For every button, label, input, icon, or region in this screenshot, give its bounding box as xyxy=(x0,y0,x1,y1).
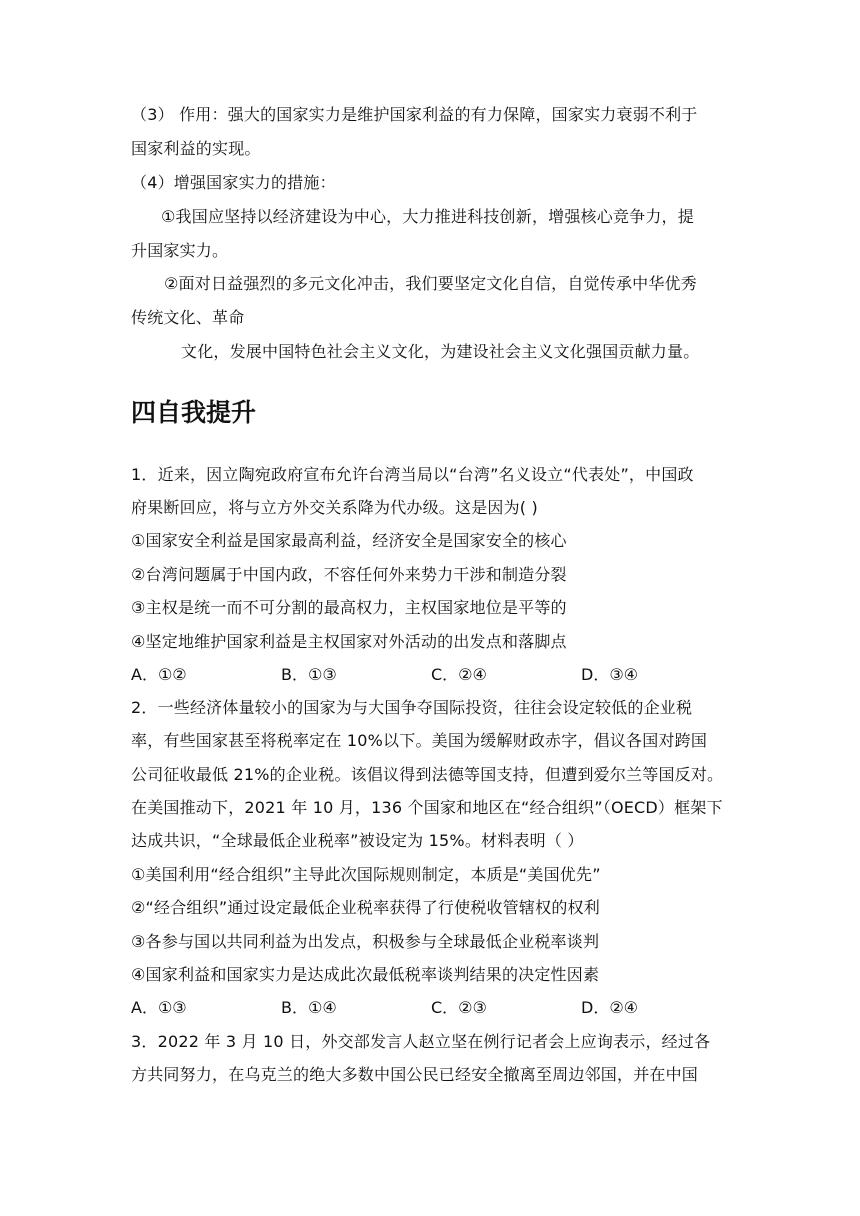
q1-statement-1: ①国家安全利益是国家最高利益，经济安全是国家安全的核心 xyxy=(131,531,567,550)
q2-stem-line-4: 在美国推动下，2021 年 10 月，136 个国家和地区在“经合组织”（OECD）框架下 xyxy=(131,798,723,817)
q3-stem-line-1: 3．2022 年 3 月 10 日，外交部发言人赵立坚在例行记者会上应询表示，经过各 xyxy=(131,1032,711,1051)
point-4-title: （4）增强国家实力的措施： xyxy=(131,173,336,192)
q2-stem-line-1: 2．一些经济体量较小的国家为与大国争夺国际投资，往往会设定较低的企业税 xyxy=(131,698,693,717)
q3-stem-line-2: 方共同努力，在乌克兰的绝大多数中国公民已经安全撤离至周边邻国，并在中国 xyxy=(131,1065,699,1084)
measure-2-line-3: 文化，发展中国特色社会主义文化，为建设社会主义文化强国贡献力量。 xyxy=(181,342,700,361)
q2-statement-1: ①美国利用“经合组织”主导此次国际规则制定，本质是“美国优先” xyxy=(131,865,601,884)
q2-option-a: A．①③ xyxy=(131,998,187,1017)
q2-option-b: B．①④ xyxy=(281,998,337,1017)
q1-statement-4: ④坚定地维护国家利益是主权国家对外活动的出发点和落脚点 xyxy=(131,632,567,651)
q2-statement-2: ②“经合组织”通过设定最低企业税率获得了行使税收管辖权的权利 xyxy=(131,898,600,917)
q1-statement-3: ③主权是统一而不可分割的最高权力，主权国家地位是平等的 xyxy=(131,598,567,617)
q1-option-c: C．②④ xyxy=(431,665,487,684)
q1-option-a: A．①② xyxy=(131,665,187,684)
q1-option-d: D．③④ xyxy=(581,665,639,684)
measure-1-line-2: 升国家实力。 xyxy=(131,241,229,260)
point-3-line-1: （3） 作用：强大的国家实力是维护国家利益的有力保障，国家实力衰弱不利于 xyxy=(131,105,698,124)
measure-2-line-1: ②面对日益强烈的多元文化冲击，我们要坚定文化自信，自觉传承中华优秀 xyxy=(164,274,697,293)
q2-statement-3: ③各参与国以共同利益为出发点，积极参与全球最低企业税率谈判 xyxy=(131,932,600,951)
q1-stem-line-1: 1．近来，因立陶宛政府宣布允许台湾当局以“台湾”名义设立“代表处”，中国政 xyxy=(131,465,694,484)
measure-1-line-1: ①我国应坚持以经济建设为中心，大力推进科技创新，增强核心竞争力，提 xyxy=(161,207,694,226)
q2-stem-line-5: 达成共识，“全球最低企业税率”被设定为 15%。材料表明（ ） xyxy=(131,831,584,850)
q2-option-c: C．②③ xyxy=(431,998,487,1017)
q1-option-b: B．①③ xyxy=(281,665,337,684)
q1-statement-2: ②台湾问题属于中国内政，不容任何外来势力干涉和制造分裂 xyxy=(131,565,567,584)
q2-option-d: D．②④ xyxy=(581,998,639,1017)
section-heading: 四自我提升 xyxy=(131,398,257,427)
measure-2-line-2: 传统文化、革命 xyxy=(131,308,245,327)
q2-stem-line-3: 公司征收最低 21%的企业税。该倡议得到法德等国支持，但遭到爱尔兰等国反对。 xyxy=(131,765,724,784)
point-3-line-2: 国家利益的实现。 xyxy=(131,139,261,158)
q2-stem-line-2: 率，有些国家甚至将税率定在 10%以下。美国为缓解财政赤字，倡议各国对跨国 xyxy=(131,731,708,750)
q1-stem-line-2: 府果断回应，将与立方外交关系降为代办级。这是因为( ) xyxy=(131,498,538,517)
q2-statement-4: ④国家利益和国家实力是达成此次最低税率谈判结果的决定性因素 xyxy=(131,965,600,984)
